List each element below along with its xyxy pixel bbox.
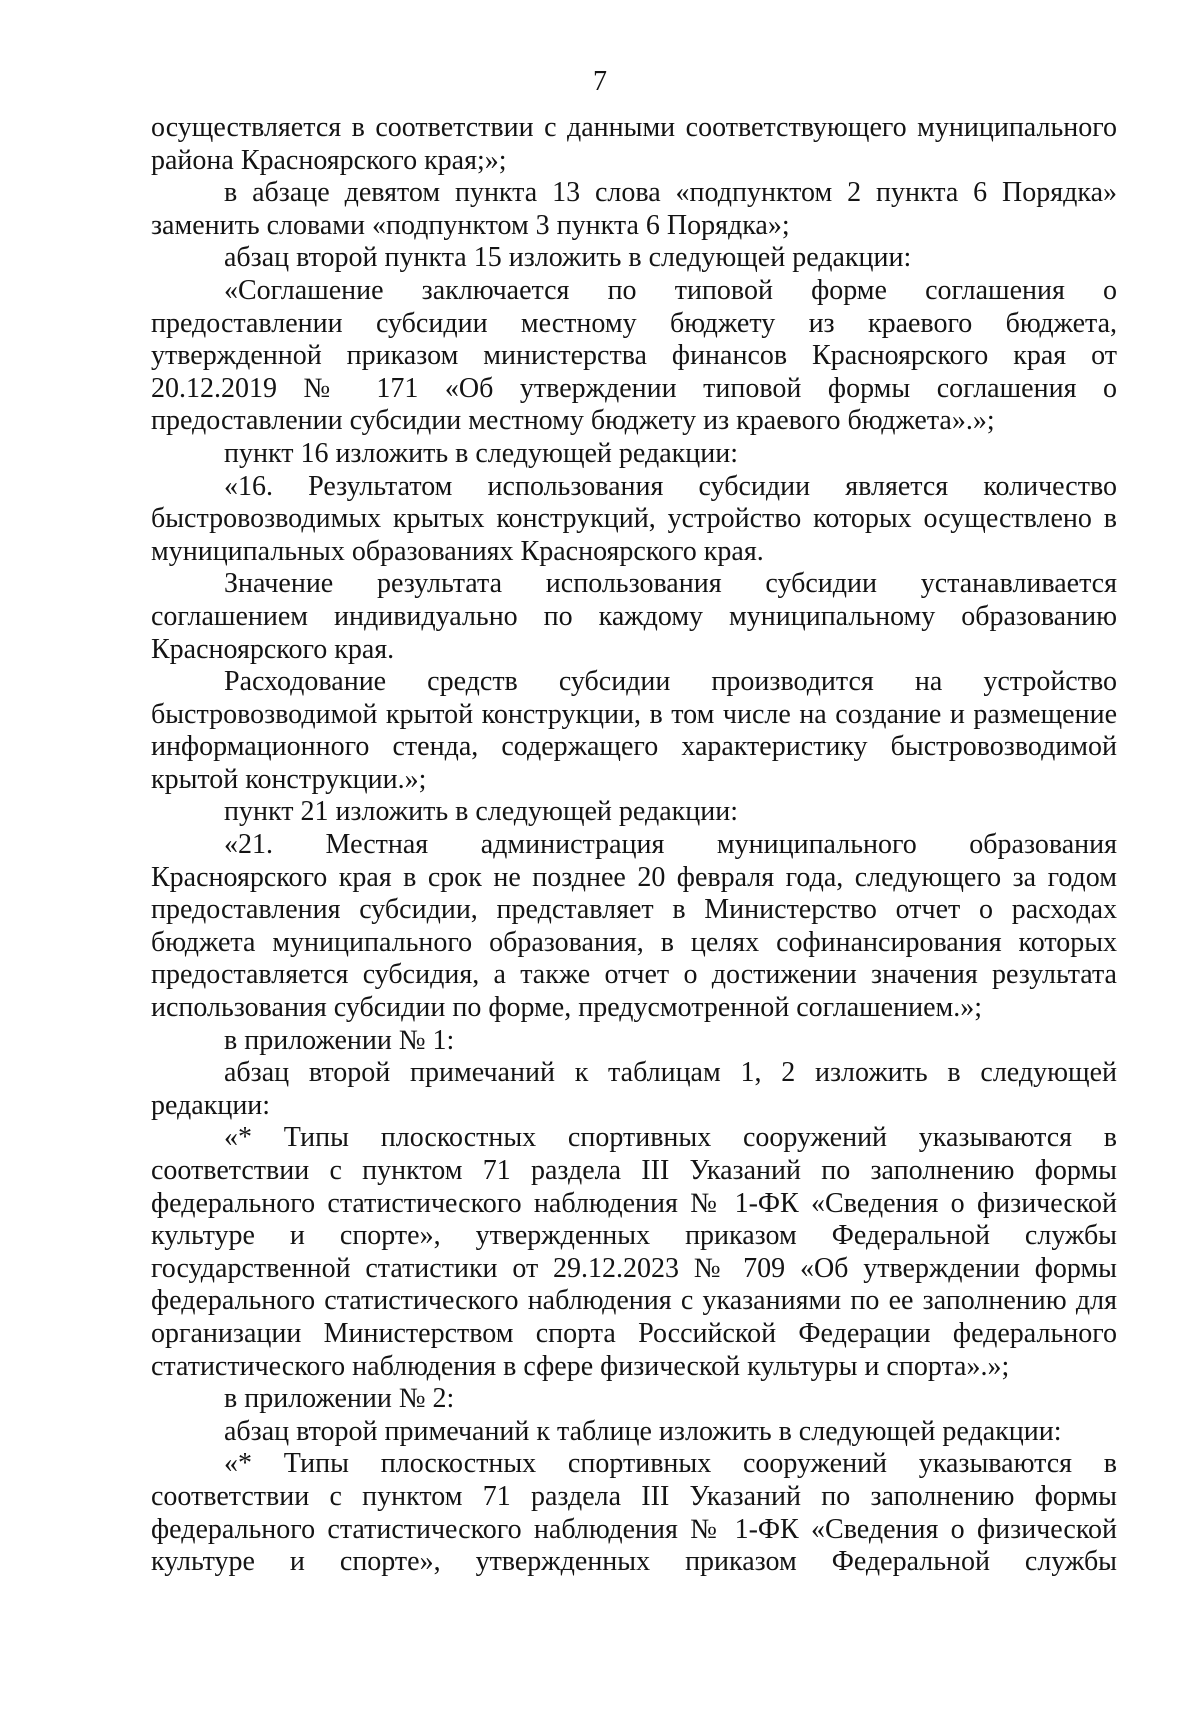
paragraph-amendment-item-15-intro: абзац второй пункта 15 изложить в следующей редакции: (224, 242, 912, 274)
paragraph-spending: Расходование средств субсидии производится на устройство быстровозводимой крытой конструкции, в том числе на создание и размещение информационного стенда, содержащего характеристику быстровозводимой крытой конструкции.»; (151, 666, 1117, 795)
paragraph-amendment-item-16-intro: пункт 16 изложить в следующей редакции: (224, 437, 738, 469)
paragraph-item-16-result: «16. Результатом использования субсидии является количество быстровозводимых крытых конструкций, устройство которых осуществлено в муниципальных образованиях Красноярского края. (151, 470, 1117, 567)
paragraph-amendment-item-21-intro: пункт 21 изложить в следующей редакции: (224, 796, 738, 828)
paragraph-appendix-1-footnote: «* Типы плоскостных спортивных сооружений указываются в соответствии с пунктом 71 раздела III Указаний по заполнению формы федерального статистического наблюдения № 1-ФК «Сведения о физической культуре и спорте», утвержденных приказом Федеральной службы государственной статистики от 29.12.2023 № 709 «Об утверждении формы федерального статистического наблюдения с указаниями по ее заполнению для организации Министерством спорта Российской Федерации федерального статистического наблюдения в сфере физической культуры и спорта».»; (151, 1122, 1117, 1382)
paragraph-appendix-2-footnote: «* Типы плоскостных спортивных сооружений указываются в соответствии с пунктом 71 раздела III Указаний по заполнению формы федерального статистического наблюдения № 1-ФК «Сведения о физической культуре и спорте», утвержденных приказом Федеральной службы (151, 1448, 1117, 1578)
paragraph-appendix-2-notes: абзац второй примечаний к таблице изложить в следующей редакции: (224, 1415, 1062, 1447)
paragraph-appendix-2-intro: в приложении № 2: (224, 1383, 455, 1415)
paragraph-item-21-report: «21. Местная администрация муниципального образования Красноярского края в срок не позднее 20 февраля года, следующего за годом предоставления субсидии, представляет в Министерство отчет о расходах бюджета муниципального образования, в целях софинансирования которых предоставляется субсидия, а также отчет о достижении значения результата использования субсидии по форме, предусмотренной соглашением.»; (151, 829, 1117, 1024)
page-number: 7 (593, 66, 607, 97)
paragraph-appendix-1-notes: абзац второй примечаний к таблицам 1, 2 изложить в следующей редакции: (151, 1057, 1117, 1121)
paragraph-continuation: осуществляется в соответствии с данными соответствующего муниципального района Красноярского края;»; (151, 112, 1117, 176)
paragraph-amendment-item-13: в абзаце девятом пункта 13 слова «подпунктом 2 пункта 6 Порядка» заменить словами «подпунктом 3 пункта 6 Порядка»; (151, 177, 1117, 241)
paragraph-result-value: Значение результата использования субсидии устанавливается соглашением индивидуально по каждому муниципальному образованию Красноярского края. (151, 568, 1117, 665)
paragraph-appendix-1-intro: в приложении № 1: (224, 1024, 455, 1056)
paragraph-agreement-quote: «Соглашение заключается по типовой форме соглашения о предоставлении субсидии местному бюджету из краевого бюджета, утвержденной приказом министерства финансов Красноярского края от 20.12.2019 № 171 «Об утверждении типовой формы соглашения о предоставлении субсидии местному бюджету из краевого бюджета».»; (151, 274, 1117, 437)
document-body (151, 112, 1117, 1579)
